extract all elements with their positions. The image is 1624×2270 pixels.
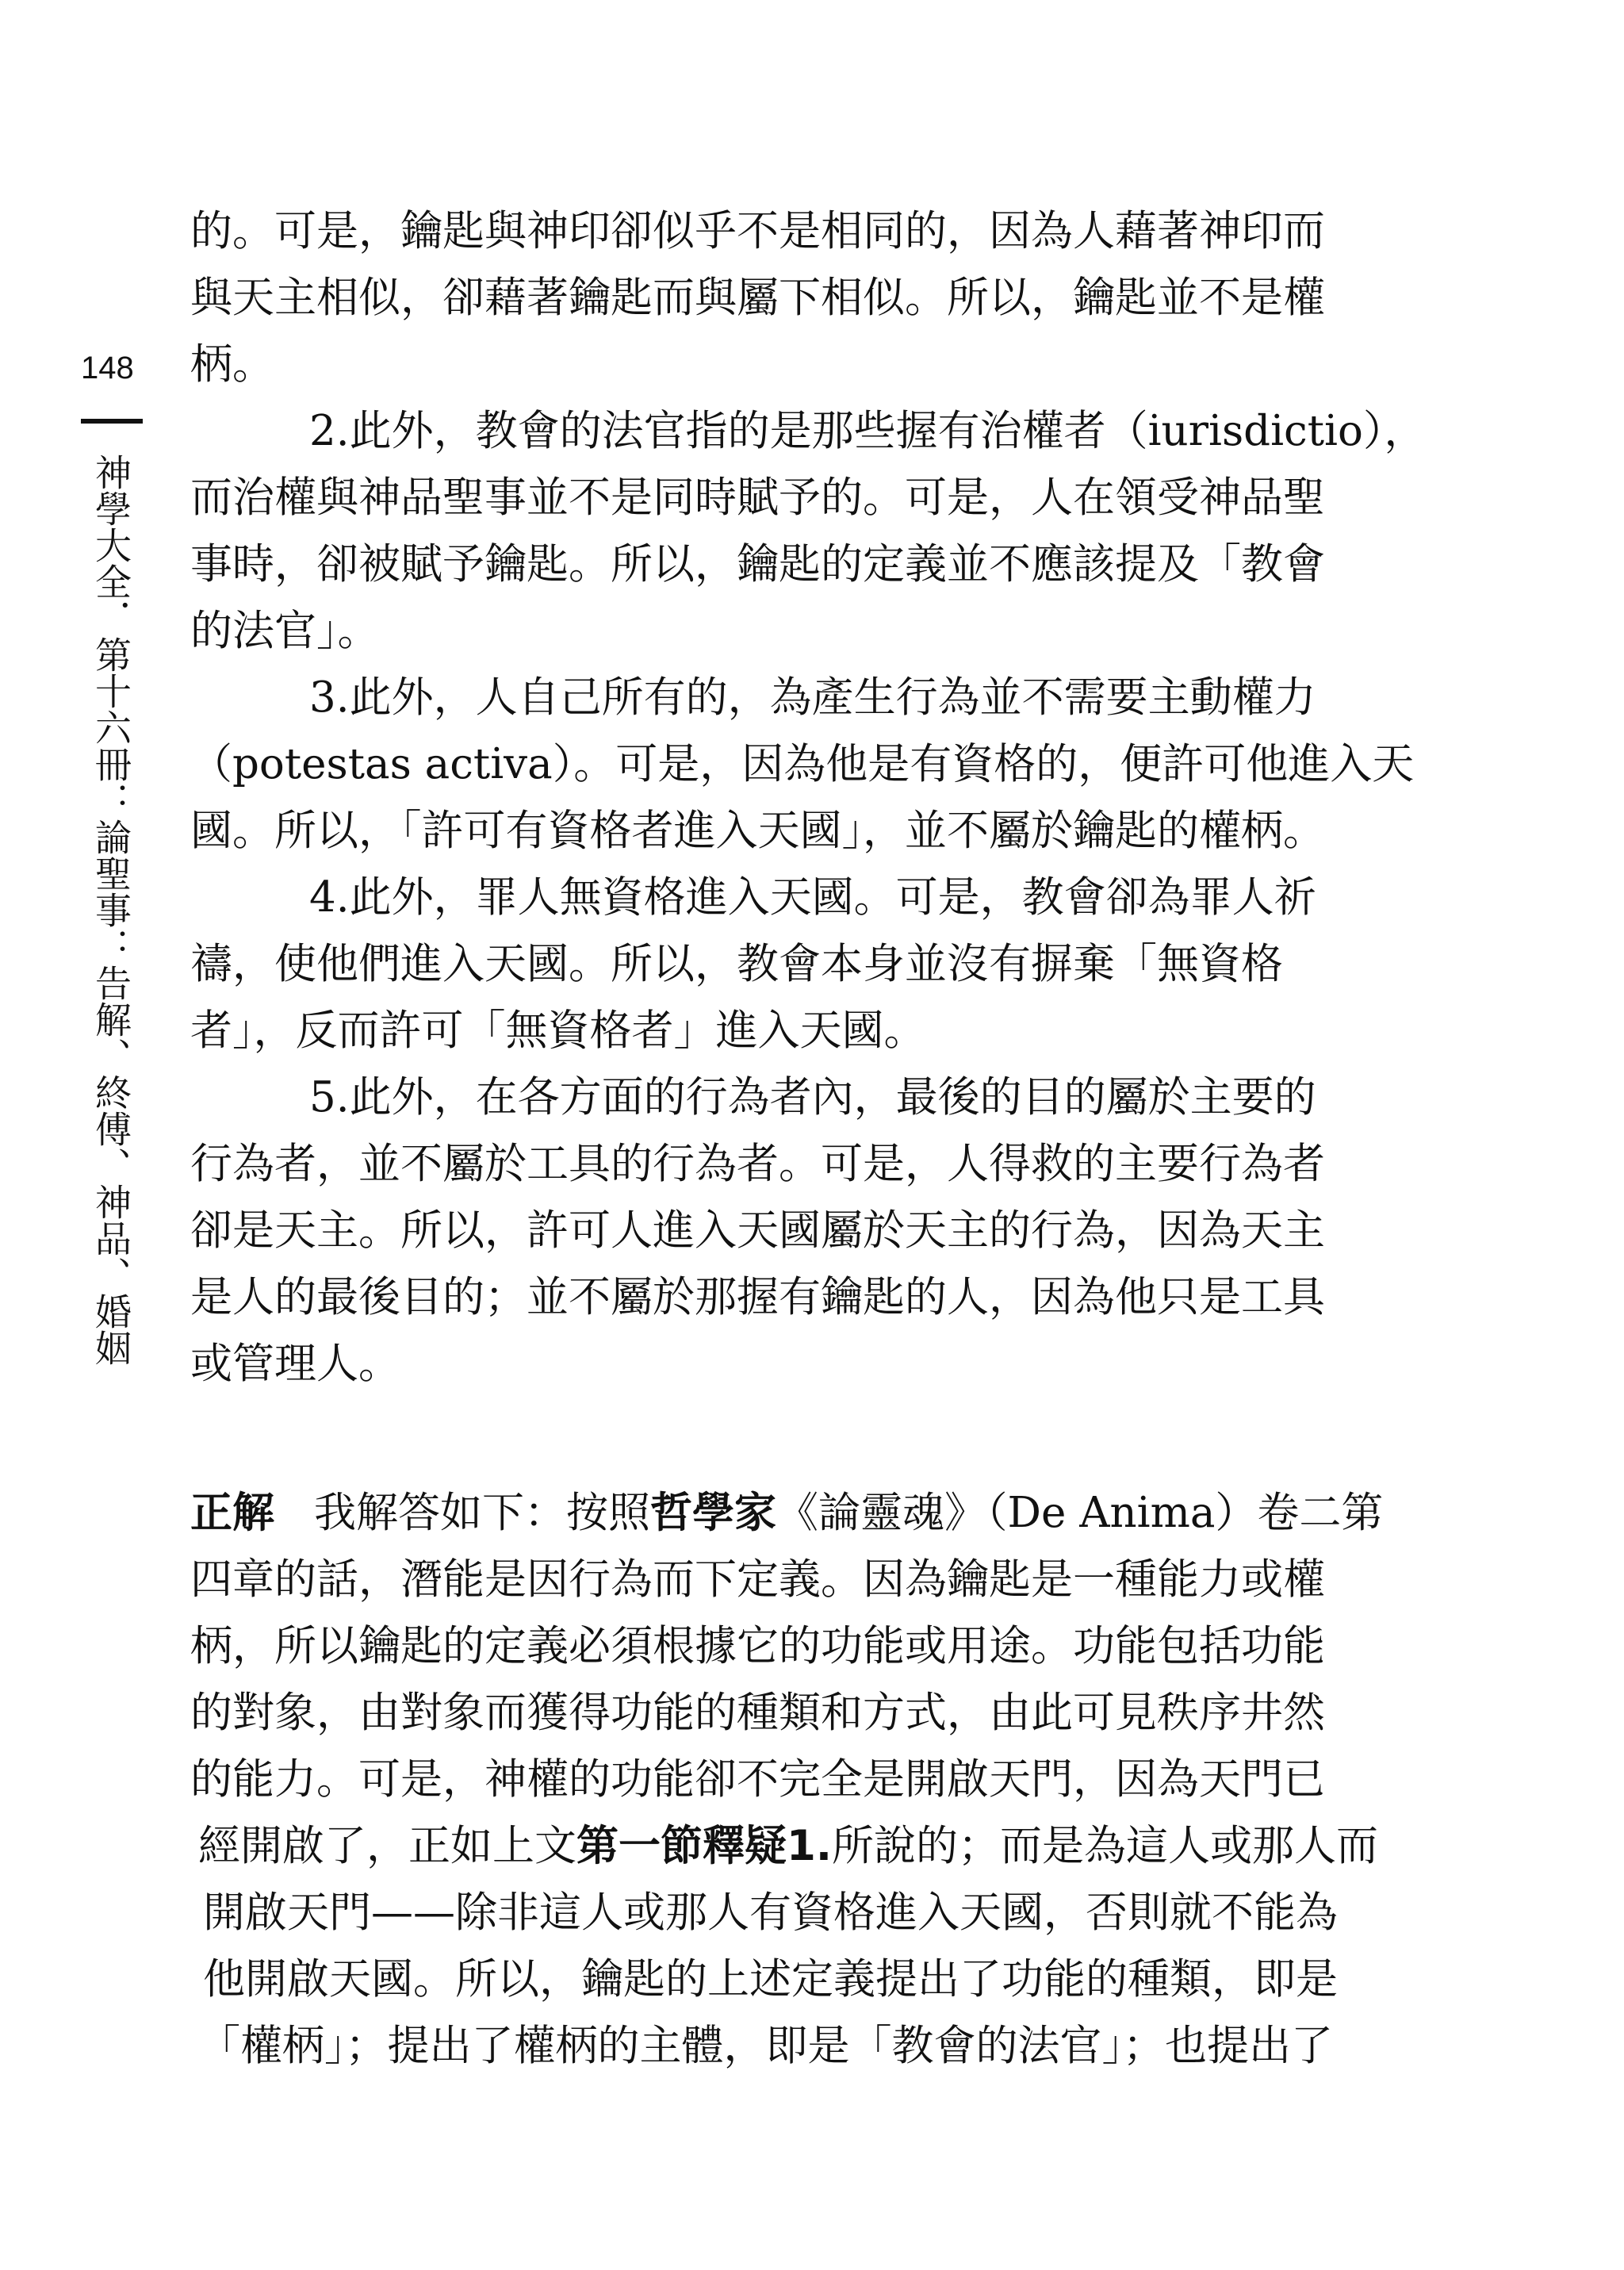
text-line: 四章的話，潛能是因行為而下定義。因為鑰匙是一種能力或權 — [190, 1555, 1325, 1604]
answer-text: 所說的；而是為這人或那人而 — [832, 1822, 1379, 1870]
text-line: （potestas activa）。可是，因為他是有資格的，便許可他進入天 — [190, 740, 1415, 788]
text-line: 的法官」。 — [190, 607, 380, 655]
text-line: 或管理人。 — [190, 1340, 400, 1388]
objection-3-start: 3.此外，人自己所有的，為產生行為並不需要主動權力 — [309, 673, 1316, 722]
text-line: 事時，卻被賦予鑰匙。所以，鑰匙的定義並不應該提及「教會 — [190, 540, 1325, 589]
running-head: 神學大全．第十六冊：論聖事：告解、終傅、神品、婚姻 — [90, 454, 132, 1366]
cross-reference: 第一節釋疑1. — [576, 1822, 833, 1870]
text-line: 者」，反而許可「無資格者」進入天國。 — [190, 1007, 926, 1055]
text-line: 而治權與神品聖事並不是同時賦予的。可是，人在領受神品聖 — [190, 474, 1325, 522]
text-line: 卻是天主。所以，許可人進入天國屬於天主的行為，因為天主 — [190, 1206, 1325, 1255]
text-line — [190, 1813, 1379, 1880]
text-line: 開啟天門——除非這人或那人有資格進入天國，否則就不能為 — [203, 1888, 1338, 1937]
text-line: 是人的最後目的；並不屬於那握有鑰匙的人，因為他只是工具 — [190, 1273, 1325, 1321]
text-line: 的對象，由對象而獲得功能的種類和方式，由此可見秩序井然 — [190, 1689, 1325, 1737]
answer-text: 經開啟了，正如上文 — [198, 1822, 576, 1870]
text-line: 柄。 — [190, 340, 274, 389]
text-line: 他開啟天國。所以，鑰匙的上述定義提出了功能的種類，即是 — [203, 1955, 1338, 2004]
text-line: 「權柄」；提出了權柄的主體，即是「教會的法官」；也提出了 — [198, 2022, 1333, 2070]
text-line: 柄，所以鑰匙的定義必須根據它的功能或用途。功能包括功能 — [190, 1622, 1325, 1670]
answer-text: 《論靈魂》（De Anima）卷二第 — [776, 1489, 1384, 1537]
answer-text: 我解答如下：按照 — [314, 1489, 650, 1537]
body-text — [190, 198, 1427, 2080]
text-line: 的。可是，鑰匙與神印卻似乎不是相同的，因為人藉著神印而 — [190, 207, 1325, 255]
section-gap — [190, 1398, 1316, 1480]
text-line: 國。所以，「許可有資格者進入天國」，並不屬於鑰匙的權柄。 — [190, 807, 1325, 855]
answer-label: 正解 — [190, 1489, 274, 1537]
text-line: 與天主相似，卻藉著鑰匙而與屬下相似。所以，鑰匙並不是權 — [190, 274, 1325, 322]
answer-first-line — [190, 1480, 1384, 1547]
text-line: 行為者，並不屬於工具的行為者。可是，人得救的主要行為者 — [190, 1140, 1325, 1188]
philosopher-ref: 哲學家 — [650, 1489, 776, 1537]
objection-2-start: 2.此外，教會的法官指的是那些握有治權者（iurisdictio）， — [309, 407, 1427, 455]
objection-4-start: 4.此外，罪人無資格進入天國。可是，教會卻為罪人祈 — [309, 873, 1316, 922]
text-line: 禱，使他們進入天國。所以，教會本身並沒有摒棄「無資格 — [190, 940, 1283, 988]
objection-5-start: 5.此外，在各方面的行為者內，最後的目的屬於主要的 — [309, 1073, 1316, 1122]
side-rule — [81, 419, 143, 424]
page-number: 148 — [81, 351, 134, 385]
text-line: 的能力。可是，神權的功能卻不完全是開啟天門，因為天門已 — [190, 1755, 1325, 1804]
